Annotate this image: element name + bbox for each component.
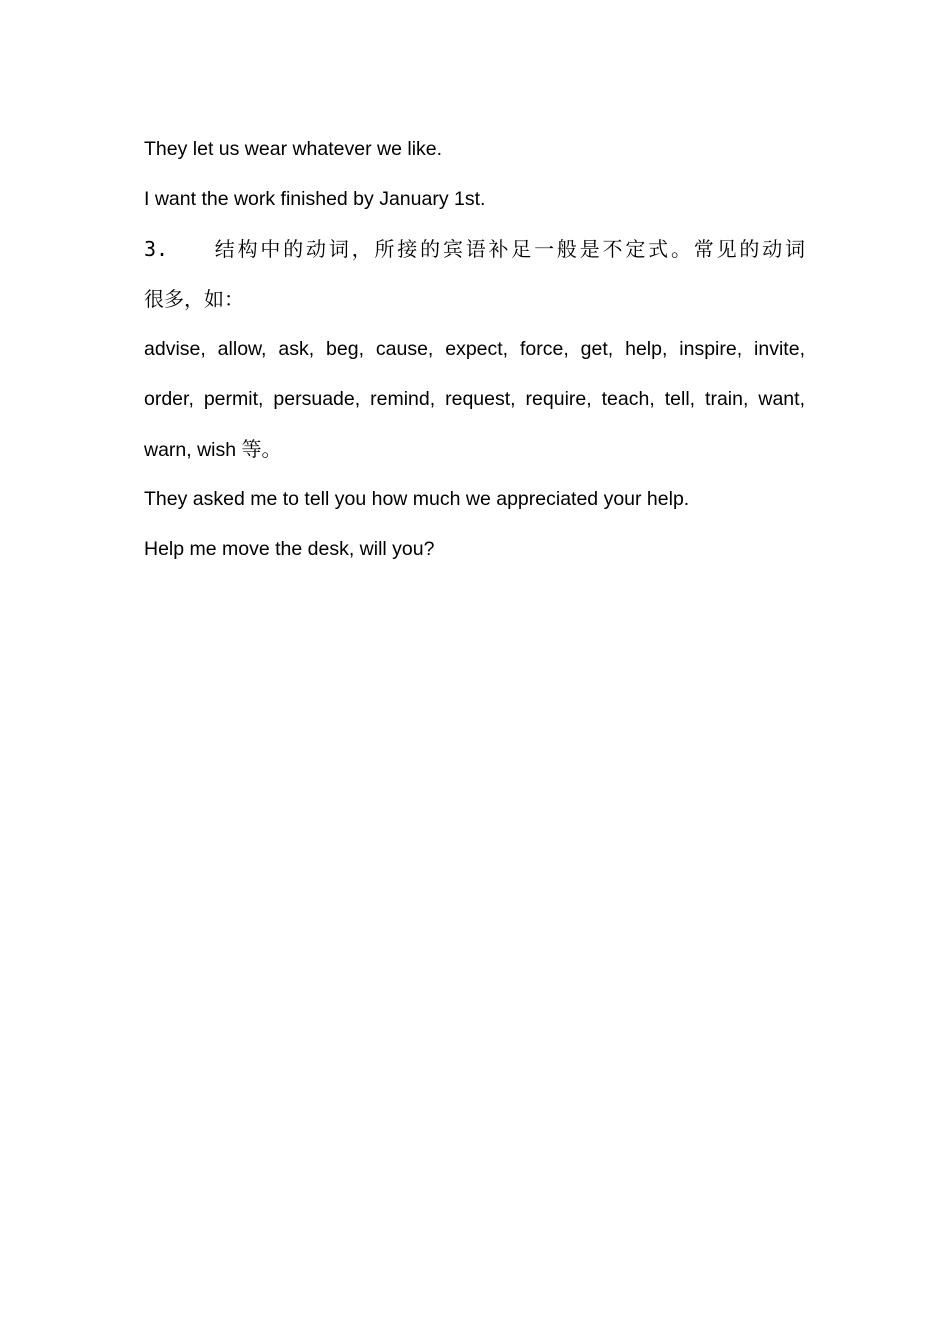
verb-list-line-3-cjk: 等。 (241, 437, 282, 461)
section-3-heading (144, 228, 805, 278)
document-body (144, 128, 805, 578)
verb-list-line-2: order, permit, persuade, remind, request, require, teach, tell, train, want, (144, 388, 805, 410)
example-sentence-let: They let us wear whatever we like. (144, 138, 443, 160)
example-sentence-asked: They asked me to tell you how much we appreciated your help. (144, 488, 690, 510)
example-sentence-help: Help me move the desk, will you? (144, 538, 435, 560)
section-number: 3. (144, 237, 169, 261)
section-3-heading-continued: 很多，如： (144, 287, 244, 311)
example-sentence-want: I want the work finished by January 1st. (144, 188, 486, 210)
verb-list-line-1: advise, allow, ask, beg, cause, expect, force, get, help, inspire, invite, (144, 338, 805, 360)
verb-list-line-3-text: warn, wish (144, 439, 242, 461)
section-3-heading-text: 结构中的动词，所接的宾语补足一般是不定式。常见的动词 (212, 237, 805, 261)
verb-list-line-3 (144, 428, 805, 478)
